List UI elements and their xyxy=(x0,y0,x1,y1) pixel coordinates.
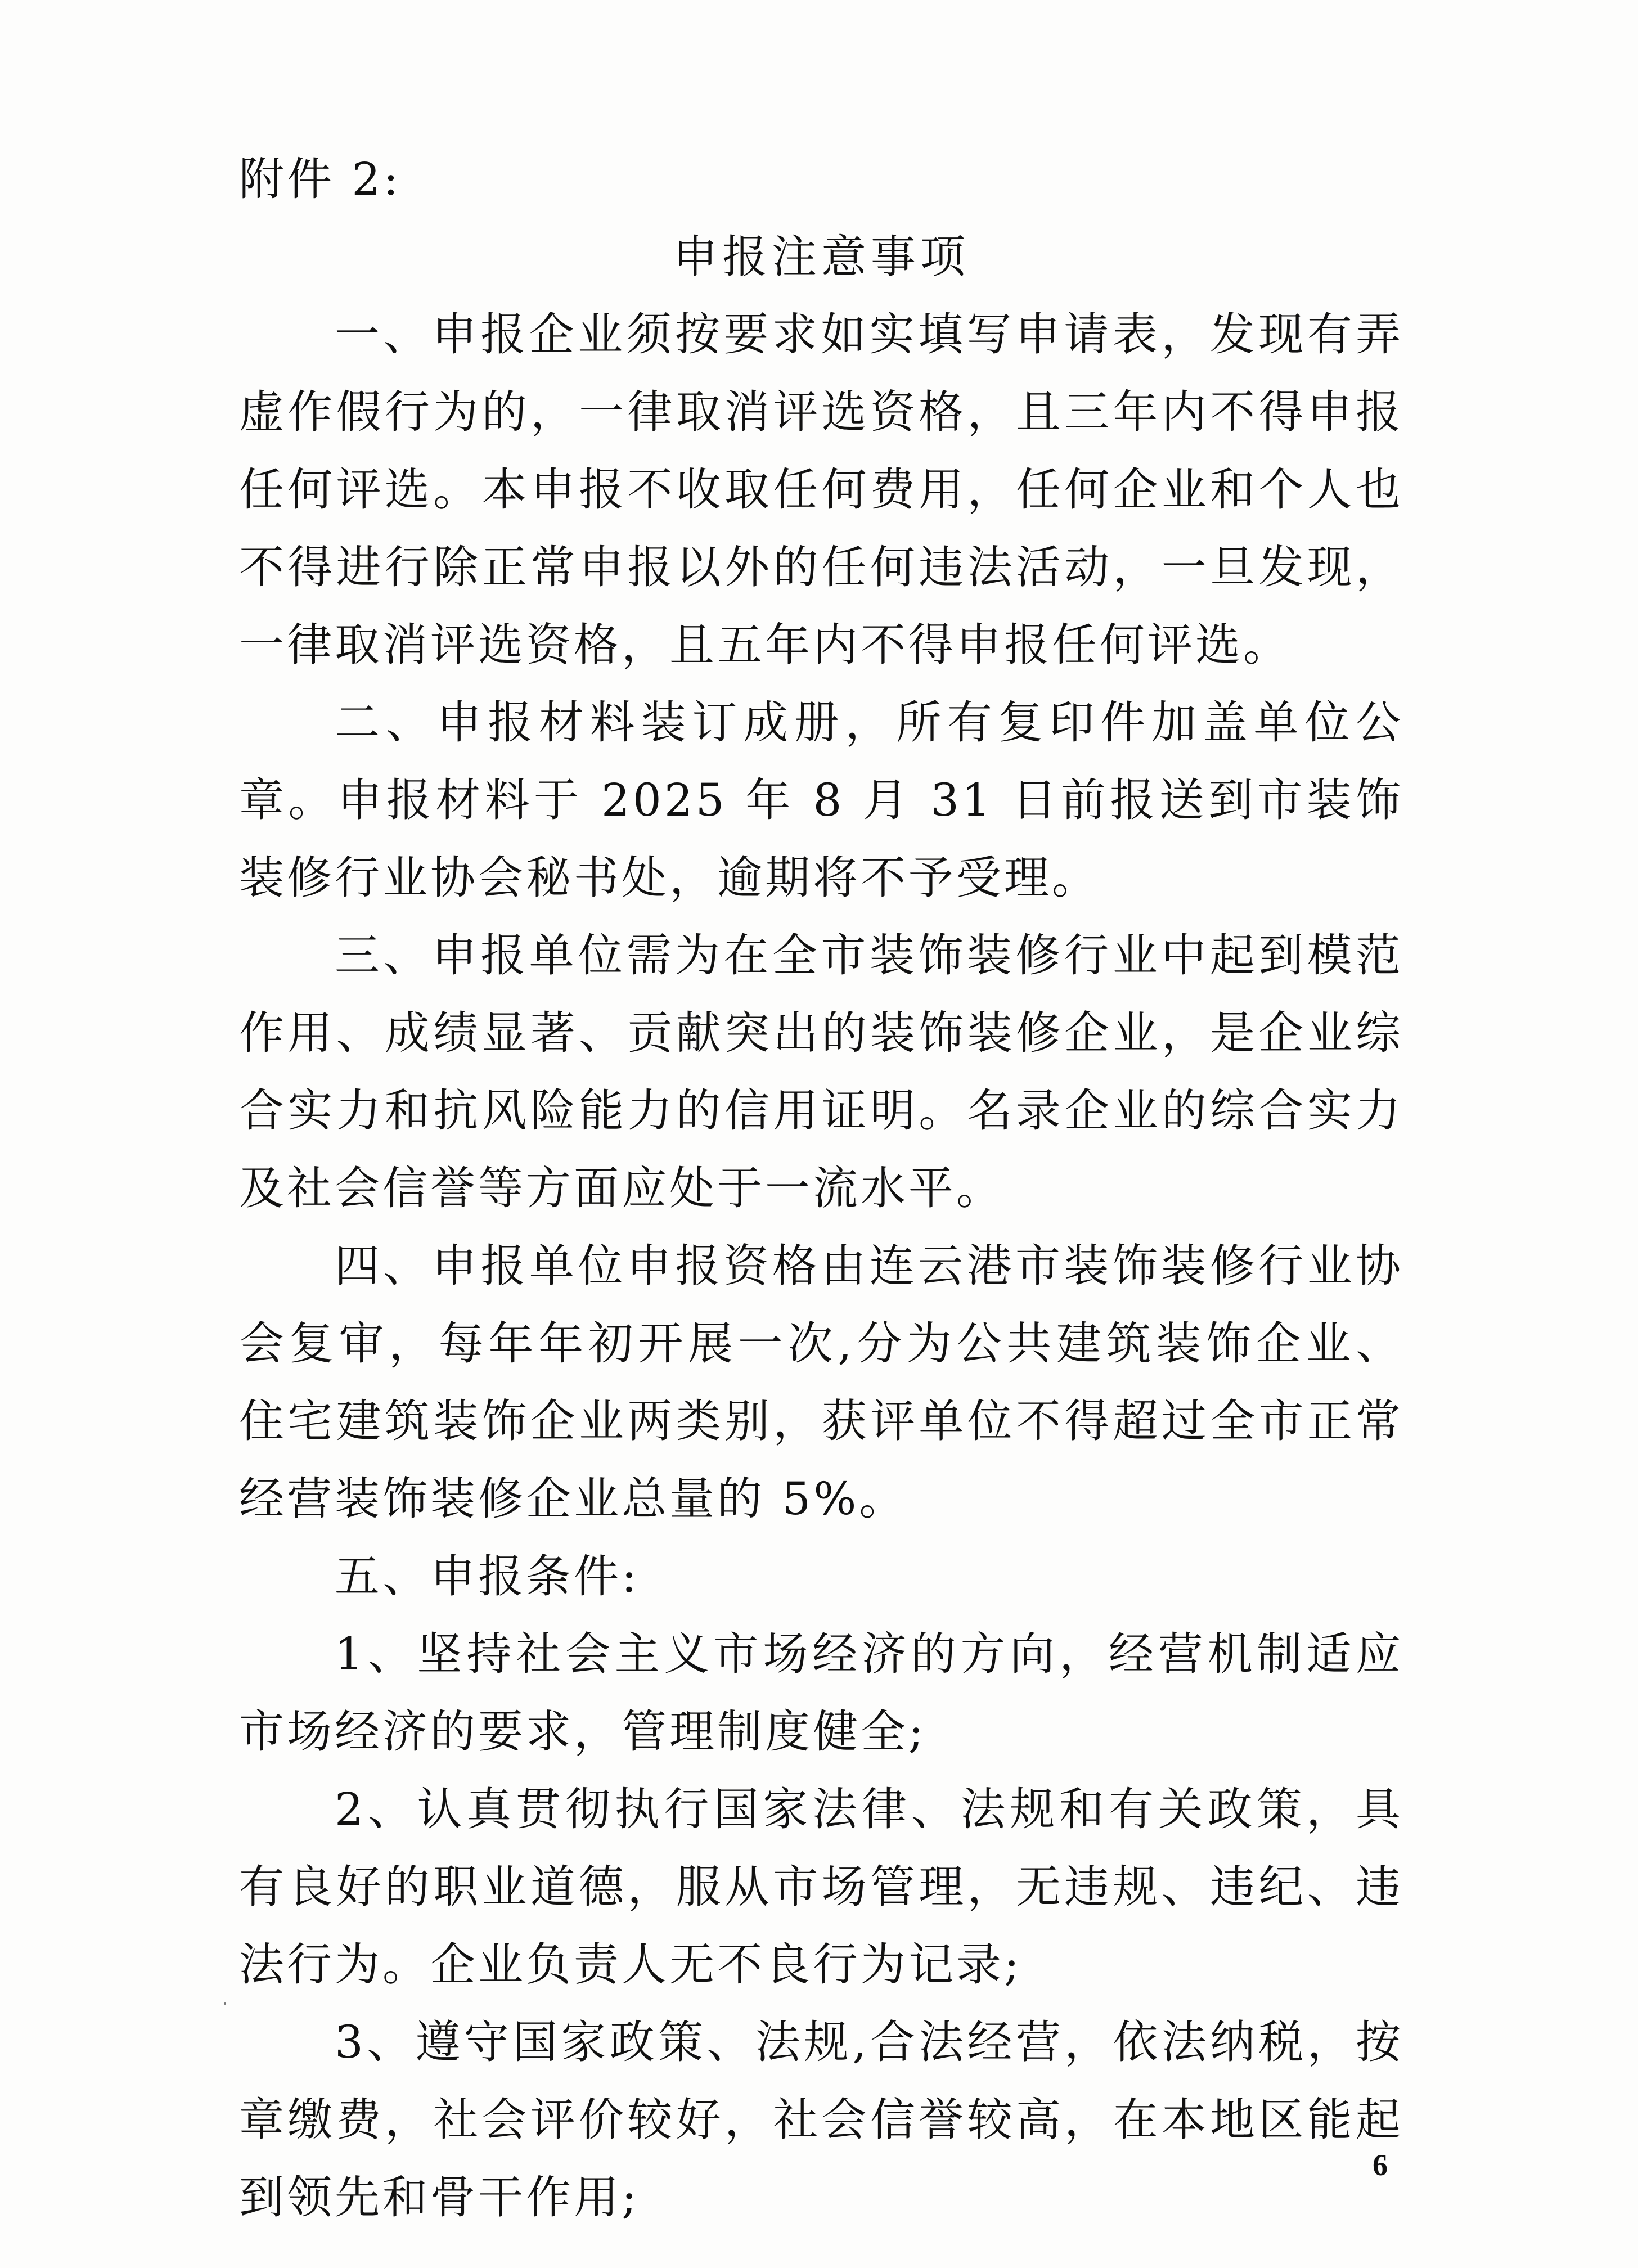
scan-speck xyxy=(224,2002,226,2005)
condition-1: 1、坚持社会主义市场经济的方向，经营机制适应市场经济的要求，管理制度健全; xyxy=(239,1628,1403,1758)
condition-2: 2、认真贯彻执行国家法律、法规和有关政策，具有良好的职业道德，服从市场管理，无违规、违纪、违法行为。企业负责人无不良行为记录; xyxy=(239,1783,1403,1991)
paragraph-3: 三、申报单位需为在全市装饰装修行业中起到模范作用、成绩显著、贡献突出的装饰装修企业，是企业综合实力和抗风险能力的信用证明。名录企业的综合实力及社会信誉等方面应处于一流水平。 xyxy=(239,929,1403,1214)
paragraph-5-heading: 五、申报条件: xyxy=(335,1550,640,1603)
paragraph-2: 二、申报材料装订成册，所有复印件加盖单位公章。申报材料于 2025 年 8 月 31 日前报送到市装饰装修行业协会秘书处，逾期将不予受理。 xyxy=(239,696,1403,904)
page-title: 申报注意事项 xyxy=(673,231,970,283)
paragraph-1: 一、申报企业须按要求如实填写申请表，发现有弄虚作假行为的，一律取消评选资格，且三年内不得申报任何评选。本申报不收取任何费用，任何企业和个人也不得进行除正常申报以外的任何违法活动，一旦发现，一律取消评选资格，且五年内不得申报任何评选。 xyxy=(239,308,1403,671)
attachment-label: 附件 2: xyxy=(239,153,402,205)
paragraph-4: 四、申报单位申报资格由连云港市装饰装修行业协会复审，每年年初开展一次,分为公共建筑装饰企业、住宅建筑装饰企业两类别，获评单位不得超过全市正常经营装饰装修企业总量的 5%。 xyxy=(239,1240,1403,1525)
page-number: 6 xyxy=(1372,2148,1388,2182)
document-body xyxy=(239,141,1403,2236)
condition-3: 3、遵守国家政策、法规,合法经营，依法纳税，按章缴费，社会评价较好，社会信誉较高，在本地区能起到领先和骨干作用; xyxy=(239,2016,1403,2224)
